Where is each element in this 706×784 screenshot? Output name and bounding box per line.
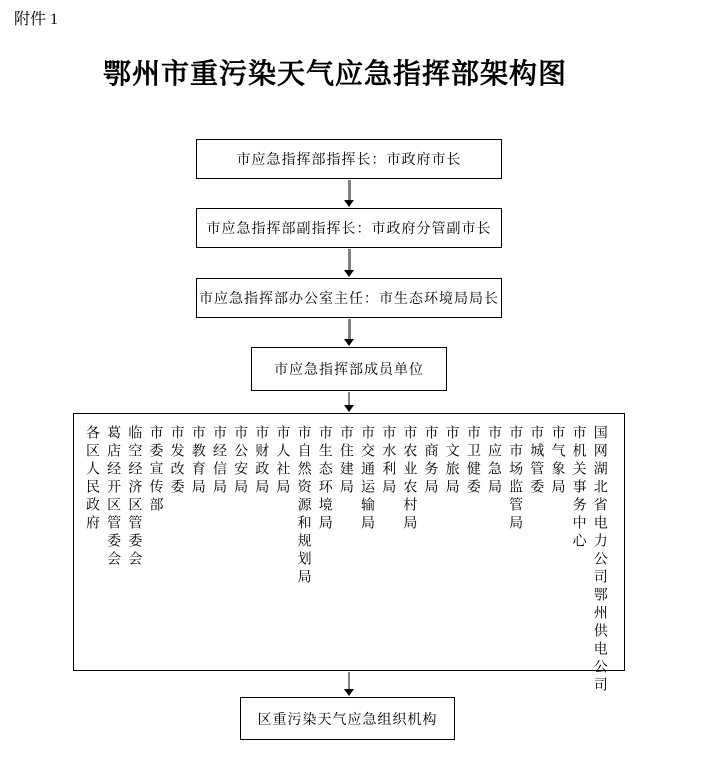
member-unit-label: 市文旅局 (444, 425, 461, 497)
member-units-box (73, 413, 625, 695)
member-unit-label: 市教育局 (190, 425, 207, 497)
member-unit-label: 市委宣传部 (148, 425, 165, 515)
member-unit-label: 葛店经开区管委会 (106, 425, 123, 569)
attachment-label: 附件 1 (14, 11, 59, 28)
member-unit-label: 市生态环境局 (317, 425, 334, 533)
arrow-down-icon (343, 392, 355, 412)
node-office-director: 市应急指挥部办公室主任：市生态环境局局长 (196, 278, 502, 318)
arrow-head (344, 270, 354, 277)
member-unit-label: 市机关事务中心 (571, 425, 588, 551)
member-unit-label: 各区人民政府 (85, 425, 101, 533)
member-unit-label: 市气象局 (550, 425, 567, 497)
member-unit-label: 市商务局 (423, 425, 440, 497)
arrow-shaft (348, 319, 351, 339)
member-unit-label: 市自然资源和规划局 (296, 425, 313, 587)
arrow-down-icon (343, 672, 355, 696)
arrow-head (344, 339, 354, 346)
node-commander: 市应急指挥部指挥长：市政府市长 (196, 139, 502, 179)
arrow-shaft (348, 672, 350, 689)
member-unit-label: 市财政局 (254, 425, 271, 497)
member-unit-label: 市交通运输局 (360, 425, 377, 533)
arrow-head (344, 689, 354, 696)
arrow-head (344, 405, 354, 412)
member-unit-label: 市农业农村局 (402, 425, 419, 533)
member-unit-label: 市应急局 (486, 425, 503, 497)
member-unit-label: 市发改委 (169, 425, 186, 497)
member-unit-label: 市市场监管局 (508, 425, 525, 533)
arrow-shaft (348, 249, 351, 270)
arrow-shaft (348, 180, 351, 200)
node-district-emergency-orgs: 区重污染天气应急组织机构 (240, 697, 455, 740)
arrow-shaft (348, 392, 350, 405)
node-deputy-commander: 市应急指挥部副指挥长：市政府分管副市长 (196, 208, 502, 248)
node-member-units-header: 市应急指挥部成员单位 (251, 347, 447, 391)
arrow-down-icon (343, 249, 355, 277)
member-unit-label: 市公安局 (233, 425, 250, 497)
member-unit-label: 国网湖北省电力公司鄂州供电公司 (592, 425, 609, 695)
member-unit-label: 市经信局 (211, 425, 228, 497)
member-unit-label: 市城管委 (529, 425, 546, 497)
arrow-head (344, 200, 354, 207)
member-unit-label: 市水利局 (381, 425, 398, 497)
member-unit-label: 市卫健委 (465, 425, 482, 497)
page-title: 鄂州市重污染天气应急指挥部架构图 (102, 59, 567, 90)
arrow-down-icon (343, 180, 355, 207)
member-unit-label: 市人社局 (275, 425, 292, 497)
member-unit-label: 市住建局 (338, 425, 355, 497)
arrow-down-icon (343, 319, 355, 346)
member-unit-label: 临空经济区管委会 (127, 425, 144, 569)
